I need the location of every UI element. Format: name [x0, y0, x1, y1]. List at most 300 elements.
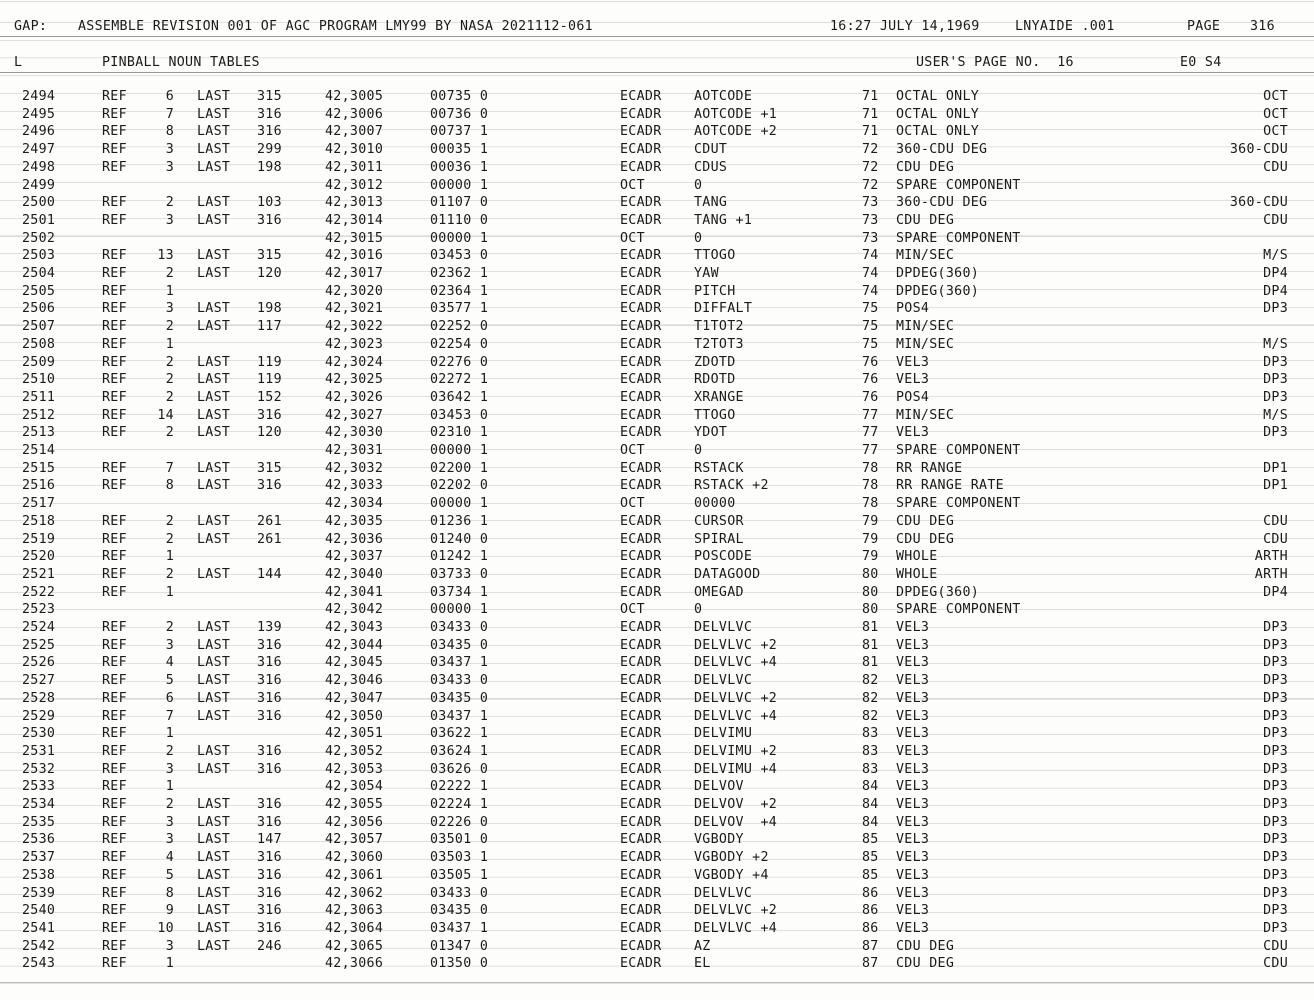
noun-number: 82 — [862, 690, 879, 706]
last-label: LAST — [197, 106, 231, 122]
format-code: DP1 — [1263, 460, 1288, 476]
format-code: DP1 — [1263, 478, 1288, 494]
octal-word: 03437 1 — [430, 920, 489, 936]
table-row — [0, 88, 1314, 106]
section-code: E0 S4 — [1180, 55, 1222, 70]
ref-count: 8 — [165, 885, 174, 901]
format-code: DP3 — [1263, 867, 1288, 883]
operand: AZ — [694, 938, 711, 954]
noun-description: VEL3 — [896, 655, 930, 671]
ref-label: REF — [102, 620, 127, 635]
line-number: 2498 — [22, 159, 56, 175]
noun-number: 84 — [862, 797, 879, 812]
table-row — [0, 371, 1314, 389]
opcode: ECADR — [620, 708, 662, 724]
opcode: ECADR — [620, 124, 662, 140]
format-code: DP3 — [1263, 425, 1288, 441]
octal-word: 00035 1 — [430, 142, 489, 158]
opcode: ECADR — [620, 336, 662, 352]
line-number: 2539 — [22, 885, 56, 901]
last-label: LAST — [197, 478, 231, 494]
address: 42,3060 — [325, 850, 384, 866]
line-number: 2537 — [22, 850, 56, 866]
ref-count: 2 — [165, 531, 174, 547]
noun-description: WHOLE — [896, 549, 938, 565]
noun-description: VEL3 — [896, 354, 930, 370]
operand: YDOT — [694, 425, 728, 441]
ref-label: REF — [102, 832, 127, 848]
table-row — [0, 796, 1314, 814]
noun-number: 73 — [862, 195, 879, 211]
format-code: 360-CDU — [1229, 195, 1288, 211]
ref-count: 1 — [165, 549, 174, 565]
operand: VGBODY +4 — [694, 867, 769, 883]
noun-description: VEL3 — [896, 690, 930, 706]
operand: RSTACK +2 — [694, 478, 769, 494]
ref-count: 2 — [165, 354, 174, 370]
last-label: LAST — [197, 266, 231, 281]
line-number: 2513 — [22, 425, 56, 441]
last-label: LAST — [197, 319, 231, 335]
table-row — [0, 566, 1314, 584]
opcode: ECADR — [620, 425, 662, 441]
format-code: OCT — [1263, 124, 1288, 140]
last-page: 316 — [257, 478, 282, 494]
last-page: 119 — [257, 372, 282, 388]
table-row — [0, 778, 1314, 796]
ref-count: 6 — [165, 89, 174, 104]
octal-word: 02310 1 — [430, 425, 489, 441]
ref-count: 2 — [165, 425, 174, 441]
operand: DIFFALT — [694, 301, 753, 317]
octal-word: 00736 0 — [430, 106, 489, 122]
ref-count: 3 — [165, 142, 174, 158]
opcode: ECADR — [620, 266, 662, 281]
format-code: DP3 — [1263, 620, 1288, 635]
octal-word: 01236 1 — [430, 513, 489, 529]
operand: DELVOV +2 — [694, 797, 778, 812]
opcode: ECADR — [620, 832, 662, 848]
ref-label: REF — [102, 779, 127, 795]
ref-count: 3 — [165, 814, 174, 830]
ref-label: REF — [102, 673, 127, 689]
line-number: 2523 — [22, 602, 56, 618]
ref-label: REF — [102, 106, 127, 122]
noun-number: 82 — [862, 708, 879, 724]
octal-word: 03577 1 — [430, 301, 489, 317]
octal-word: 03433 0 — [430, 673, 489, 689]
ref-label: REF — [102, 956, 127, 972]
address: 42,3057 — [325, 832, 384, 848]
noun-description: VEL3 — [896, 885, 930, 901]
ref-label: REF — [102, 655, 127, 671]
address: 42,3021 — [325, 301, 384, 317]
ref-label: REF — [102, 637, 127, 653]
address: 42,3026 — [325, 389, 384, 405]
table-row — [0, 672, 1314, 690]
noun-number: 71 — [862, 124, 879, 140]
ref-label: REF — [102, 301, 127, 317]
noun-description: SPARE COMPONENT — [896, 230, 1021, 246]
operand: 0 — [694, 230, 703, 246]
ref-label: REF — [102, 319, 127, 335]
address: 42,3010 — [325, 142, 384, 158]
table-row — [0, 177, 1314, 195]
noun-description: VEL3 — [896, 797, 930, 812]
ref-label: REF — [102, 708, 127, 724]
ref-label: REF — [102, 867, 127, 883]
noun-description: VEL3 — [896, 832, 930, 848]
octal-word: 03437 1 — [430, 708, 489, 724]
format-code: DP3 — [1263, 655, 1288, 671]
header-line — [0, 18, 1314, 36]
last-page: 316 — [257, 743, 282, 759]
ref-count: 3 — [165, 832, 174, 848]
last-label: LAST — [197, 124, 231, 140]
subheader-rule — [0, 72, 1314, 73]
address: 42,3042 — [325, 602, 384, 618]
operand: AOTCODE — [694, 89, 753, 104]
last-label: LAST — [197, 89, 231, 104]
ref-count: 7 — [165, 460, 174, 476]
ref-count: 9 — [165, 903, 174, 919]
octal-word: 00000 1 — [430, 177, 489, 193]
line-number: 2536 — [22, 832, 56, 848]
line-number: 2541 — [22, 920, 56, 936]
format-code: CDU — [1263, 531, 1288, 547]
last-label: LAST — [197, 903, 231, 919]
table-row — [0, 743, 1314, 761]
address: 42,3047 — [325, 690, 384, 706]
format-code: DP3 — [1263, 743, 1288, 759]
format-code: DP3 — [1263, 301, 1288, 317]
ref-label: REF — [102, 195, 127, 211]
ref-label: REF — [102, 407, 127, 423]
opcode: ECADR — [620, 549, 662, 565]
format-code: M/S — [1263, 248, 1288, 264]
opcode: ECADR — [620, 761, 662, 777]
noun-number: 71 — [862, 106, 879, 122]
format-code: M/S — [1263, 336, 1288, 352]
address: 42,3022 — [325, 319, 384, 335]
opcode: ECADR — [620, 513, 662, 529]
operand: 00000 — [694, 496, 736, 512]
table-row — [0, 814, 1314, 832]
format-code: CDU — [1263, 513, 1288, 529]
line-number: 2515 — [22, 460, 56, 476]
operand: DELVLVC +2 — [694, 690, 778, 706]
opcode: ECADR — [620, 531, 662, 547]
octal-word: 03503 1 — [430, 850, 489, 866]
last-page: 117 — [257, 319, 282, 335]
opcode: ECADR — [620, 867, 662, 883]
noun-description: CDU DEG — [896, 159, 955, 175]
last-label: LAST — [197, 850, 231, 866]
last-label: LAST — [197, 301, 231, 317]
ref-count: 1 — [165, 336, 174, 352]
ref-label: REF — [102, 212, 127, 228]
opcode: ECADR — [620, 248, 662, 264]
ref-count: 3 — [165, 212, 174, 228]
address: 42,3045 — [325, 655, 384, 671]
line-number: 2535 — [22, 814, 56, 830]
octal-word: 02202 0 — [430, 478, 489, 494]
last-label: LAST — [197, 513, 231, 529]
line-number: 2534 — [22, 797, 56, 812]
table-row — [0, 212, 1314, 230]
last-page: 119 — [257, 354, 282, 370]
table-row — [0, 460, 1314, 478]
line-number: 2509 — [22, 354, 56, 370]
format-code: DP3 — [1263, 814, 1288, 830]
ref-label: REF — [102, 743, 127, 759]
octal-word: 03435 0 — [430, 903, 489, 919]
format-code: ARTH — [1254, 549, 1288, 565]
noun-number: 81 — [862, 637, 879, 653]
operand: DELVLVC +2 — [694, 637, 778, 653]
operand: DELVLVC — [694, 620, 753, 635]
noun-description: POS4 — [896, 301, 930, 317]
line-number: 2512 — [22, 407, 56, 423]
octal-word: 01242 1 — [430, 549, 489, 565]
octal-word: 02222 1 — [430, 779, 489, 795]
operand: DELVLVC +4 — [694, 920, 778, 936]
line-number: 2522 — [22, 584, 56, 600]
table-row — [0, 920, 1314, 938]
table-row — [0, 495, 1314, 513]
line-number: 2500 — [22, 195, 56, 211]
address: 42,3055 — [325, 797, 384, 812]
table-row — [0, 831, 1314, 849]
octal-word: 03622 1 — [430, 726, 489, 742]
opcode: ECADR — [620, 89, 662, 104]
octal-word: 03626 0 — [430, 761, 489, 777]
last-label: LAST — [197, 620, 231, 635]
noun-number: 79 — [862, 513, 879, 529]
address: 42,3037 — [325, 549, 384, 565]
line-number: 2494 — [22, 89, 56, 104]
ref-label: REF — [102, 566, 127, 582]
last-label: LAST — [197, 655, 231, 671]
opcode: ECADR — [620, 106, 662, 122]
ref-label: REF — [102, 584, 127, 600]
format-code: DP3 — [1263, 920, 1288, 936]
line-number: 2504 — [22, 266, 56, 281]
operand: ZDOTD — [694, 354, 736, 370]
last-page: 261 — [257, 531, 282, 547]
noun-description: VEL3 — [896, 867, 930, 883]
opcode: ECADR — [620, 814, 662, 830]
ref-label: REF — [102, 690, 127, 706]
octal-word: 03642 1 — [430, 389, 489, 405]
last-page: 316 — [257, 903, 282, 919]
table-row — [0, 318, 1314, 336]
address: 42,3020 — [325, 283, 384, 299]
address: 42,3050 — [325, 708, 384, 724]
ref-count: 2 — [165, 195, 174, 211]
ref-label: REF — [102, 336, 127, 352]
octal-word: 02276 0 — [430, 354, 489, 370]
format-code: DP3 — [1263, 903, 1288, 919]
opcode: ECADR — [620, 319, 662, 335]
ref-label: REF — [102, 460, 127, 476]
noun-number: 81 — [862, 620, 879, 635]
last-label: LAST — [197, 885, 231, 901]
noun-description: DPDEG(360) — [896, 584, 980, 600]
noun-number: 74 — [862, 283, 879, 299]
ref-count: 2 — [165, 620, 174, 635]
ref-count: 1 — [165, 584, 174, 600]
line-number: 2538 — [22, 867, 56, 883]
ref-count: 2 — [165, 372, 174, 388]
line-number: 2533 — [22, 779, 56, 795]
ref-count: 13 — [157, 248, 174, 264]
opcode: ECADR — [620, 673, 662, 689]
address: 42,3061 — [325, 867, 384, 883]
ref-count: 2 — [165, 513, 174, 529]
address: 42,3044 — [325, 637, 384, 653]
operand: CDUT — [694, 142, 728, 158]
address: 42,3032 — [325, 460, 384, 476]
octal-word: 01350 0 — [430, 956, 489, 972]
ref-count: 2 — [165, 266, 174, 281]
opcode: ECADR — [620, 478, 662, 494]
table-row — [0, 955, 1314, 973]
address: 42,3006 — [325, 106, 384, 122]
address: 42,3034 — [325, 496, 384, 512]
line-number: 2525 — [22, 637, 56, 653]
octal-word: 02252 0 — [430, 319, 489, 335]
operand: DELVOV +4 — [694, 814, 778, 830]
ref-label: REF — [102, 885, 127, 901]
octal-word: 02272 1 — [430, 372, 489, 388]
noun-number: 76 — [862, 389, 879, 405]
last-label: LAST — [197, 743, 231, 759]
ref-label: REF — [102, 389, 127, 405]
octal-word: 03734 1 — [430, 584, 489, 600]
table-row — [0, 690, 1314, 708]
line-number: 2540 — [22, 903, 56, 919]
last-page: 198 — [257, 159, 282, 175]
address: 42,3063 — [325, 903, 384, 919]
noun-number: 79 — [862, 549, 879, 565]
table-row — [0, 159, 1314, 177]
octal-word: 03501 0 — [430, 832, 489, 848]
last-label: LAST — [197, 761, 231, 777]
opcode: ECADR — [620, 956, 662, 972]
operand: CDUS — [694, 159, 728, 175]
table-row — [0, 336, 1314, 354]
table-row — [0, 230, 1314, 248]
last-label: LAST — [197, 212, 231, 228]
noun-number: 82 — [862, 673, 879, 689]
address: 42,3051 — [325, 726, 384, 742]
address: 42,3016 — [325, 248, 384, 264]
last-label: LAST — [197, 425, 231, 441]
noun-description: CDU DEG — [896, 938, 955, 954]
noun-description: VEL3 — [896, 637, 930, 653]
opcode: ECADR — [620, 584, 662, 600]
address: 42,3043 — [325, 620, 384, 635]
ref-count: 3 — [165, 159, 174, 175]
octal-word: 02200 1 — [430, 460, 489, 476]
operand: DELVLVC +4 — [694, 708, 778, 724]
opcode: ECADR — [620, 460, 662, 476]
table-row — [0, 194, 1314, 212]
last-page: 316 — [257, 885, 282, 901]
table-row — [0, 283, 1314, 301]
last-page: 316 — [257, 673, 282, 689]
opcode: ECADR — [620, 620, 662, 635]
operand: SPIRAL — [694, 531, 744, 547]
opcode: ECADR — [620, 850, 662, 866]
operand: XRANGE — [694, 389, 744, 405]
ref-label: REF — [102, 938, 127, 954]
noun-description: DPDEG(360) — [896, 266, 980, 281]
ref-label: REF — [102, 726, 127, 742]
format-code: DP3 — [1263, 779, 1288, 795]
ref-count: 4 — [165, 850, 174, 866]
line-number: 2514 — [22, 443, 56, 458]
table-row — [0, 407, 1314, 425]
octal-word: 00000 1 — [430, 230, 489, 246]
octal-word: 03437 1 — [430, 655, 489, 671]
opcode: ECADR — [620, 195, 662, 211]
opcode: ECADR — [620, 797, 662, 812]
operand: VGBODY +2 — [694, 850, 769, 866]
opcode: OCT — [620, 230, 645, 246]
format-code: CDU — [1263, 212, 1288, 228]
octal-word: 02254 0 — [430, 336, 489, 352]
table-row — [0, 708, 1314, 726]
format-code: DP4 — [1263, 584, 1288, 600]
address: 42,3030 — [325, 425, 384, 441]
section-title: PINBALL NOUN TABLES — [102, 55, 260, 70]
ref-label: REF — [102, 283, 127, 299]
noun-description: CDU DEG — [896, 212, 955, 228]
line-number: 2496 — [22, 124, 56, 140]
noun-number: 72 — [862, 142, 879, 158]
operand: TANG +1 — [694, 212, 753, 228]
last-label: LAST — [197, 460, 231, 476]
line-number: 2511 — [22, 389, 56, 405]
octal-word: 00036 1 — [430, 159, 489, 175]
ref-label: REF — [102, 549, 127, 565]
last-page: 120 — [257, 425, 282, 441]
operand: DELVIMU +2 — [694, 743, 778, 759]
octal-word: 03433 0 — [430, 885, 489, 901]
noun-number: 86 — [862, 903, 879, 919]
noun-description: POS4 — [896, 389, 930, 405]
address: 42,3033 — [325, 478, 384, 494]
ref-label: REF — [102, 478, 127, 494]
operand: DELVLVC +2 — [694, 903, 778, 919]
last-page: 316 — [257, 655, 282, 671]
assembly-user: LNYAIDE .001 — [1015, 19, 1115, 34]
ref-count: 2 — [165, 743, 174, 759]
table-row — [0, 477, 1314, 495]
last-label: LAST — [197, 797, 231, 812]
opcode: ECADR — [620, 212, 662, 228]
ref-count: 3 — [165, 301, 174, 317]
noun-number: 77 — [862, 425, 879, 441]
gap-label: GAP: — [14, 19, 48, 34]
ref-count: 3 — [165, 938, 174, 954]
page-number: 316 — [1250, 19, 1275, 34]
last-page: 120 — [257, 266, 282, 281]
noun-number: 80 — [862, 566, 879, 582]
ref-label: REF — [102, 159, 127, 175]
